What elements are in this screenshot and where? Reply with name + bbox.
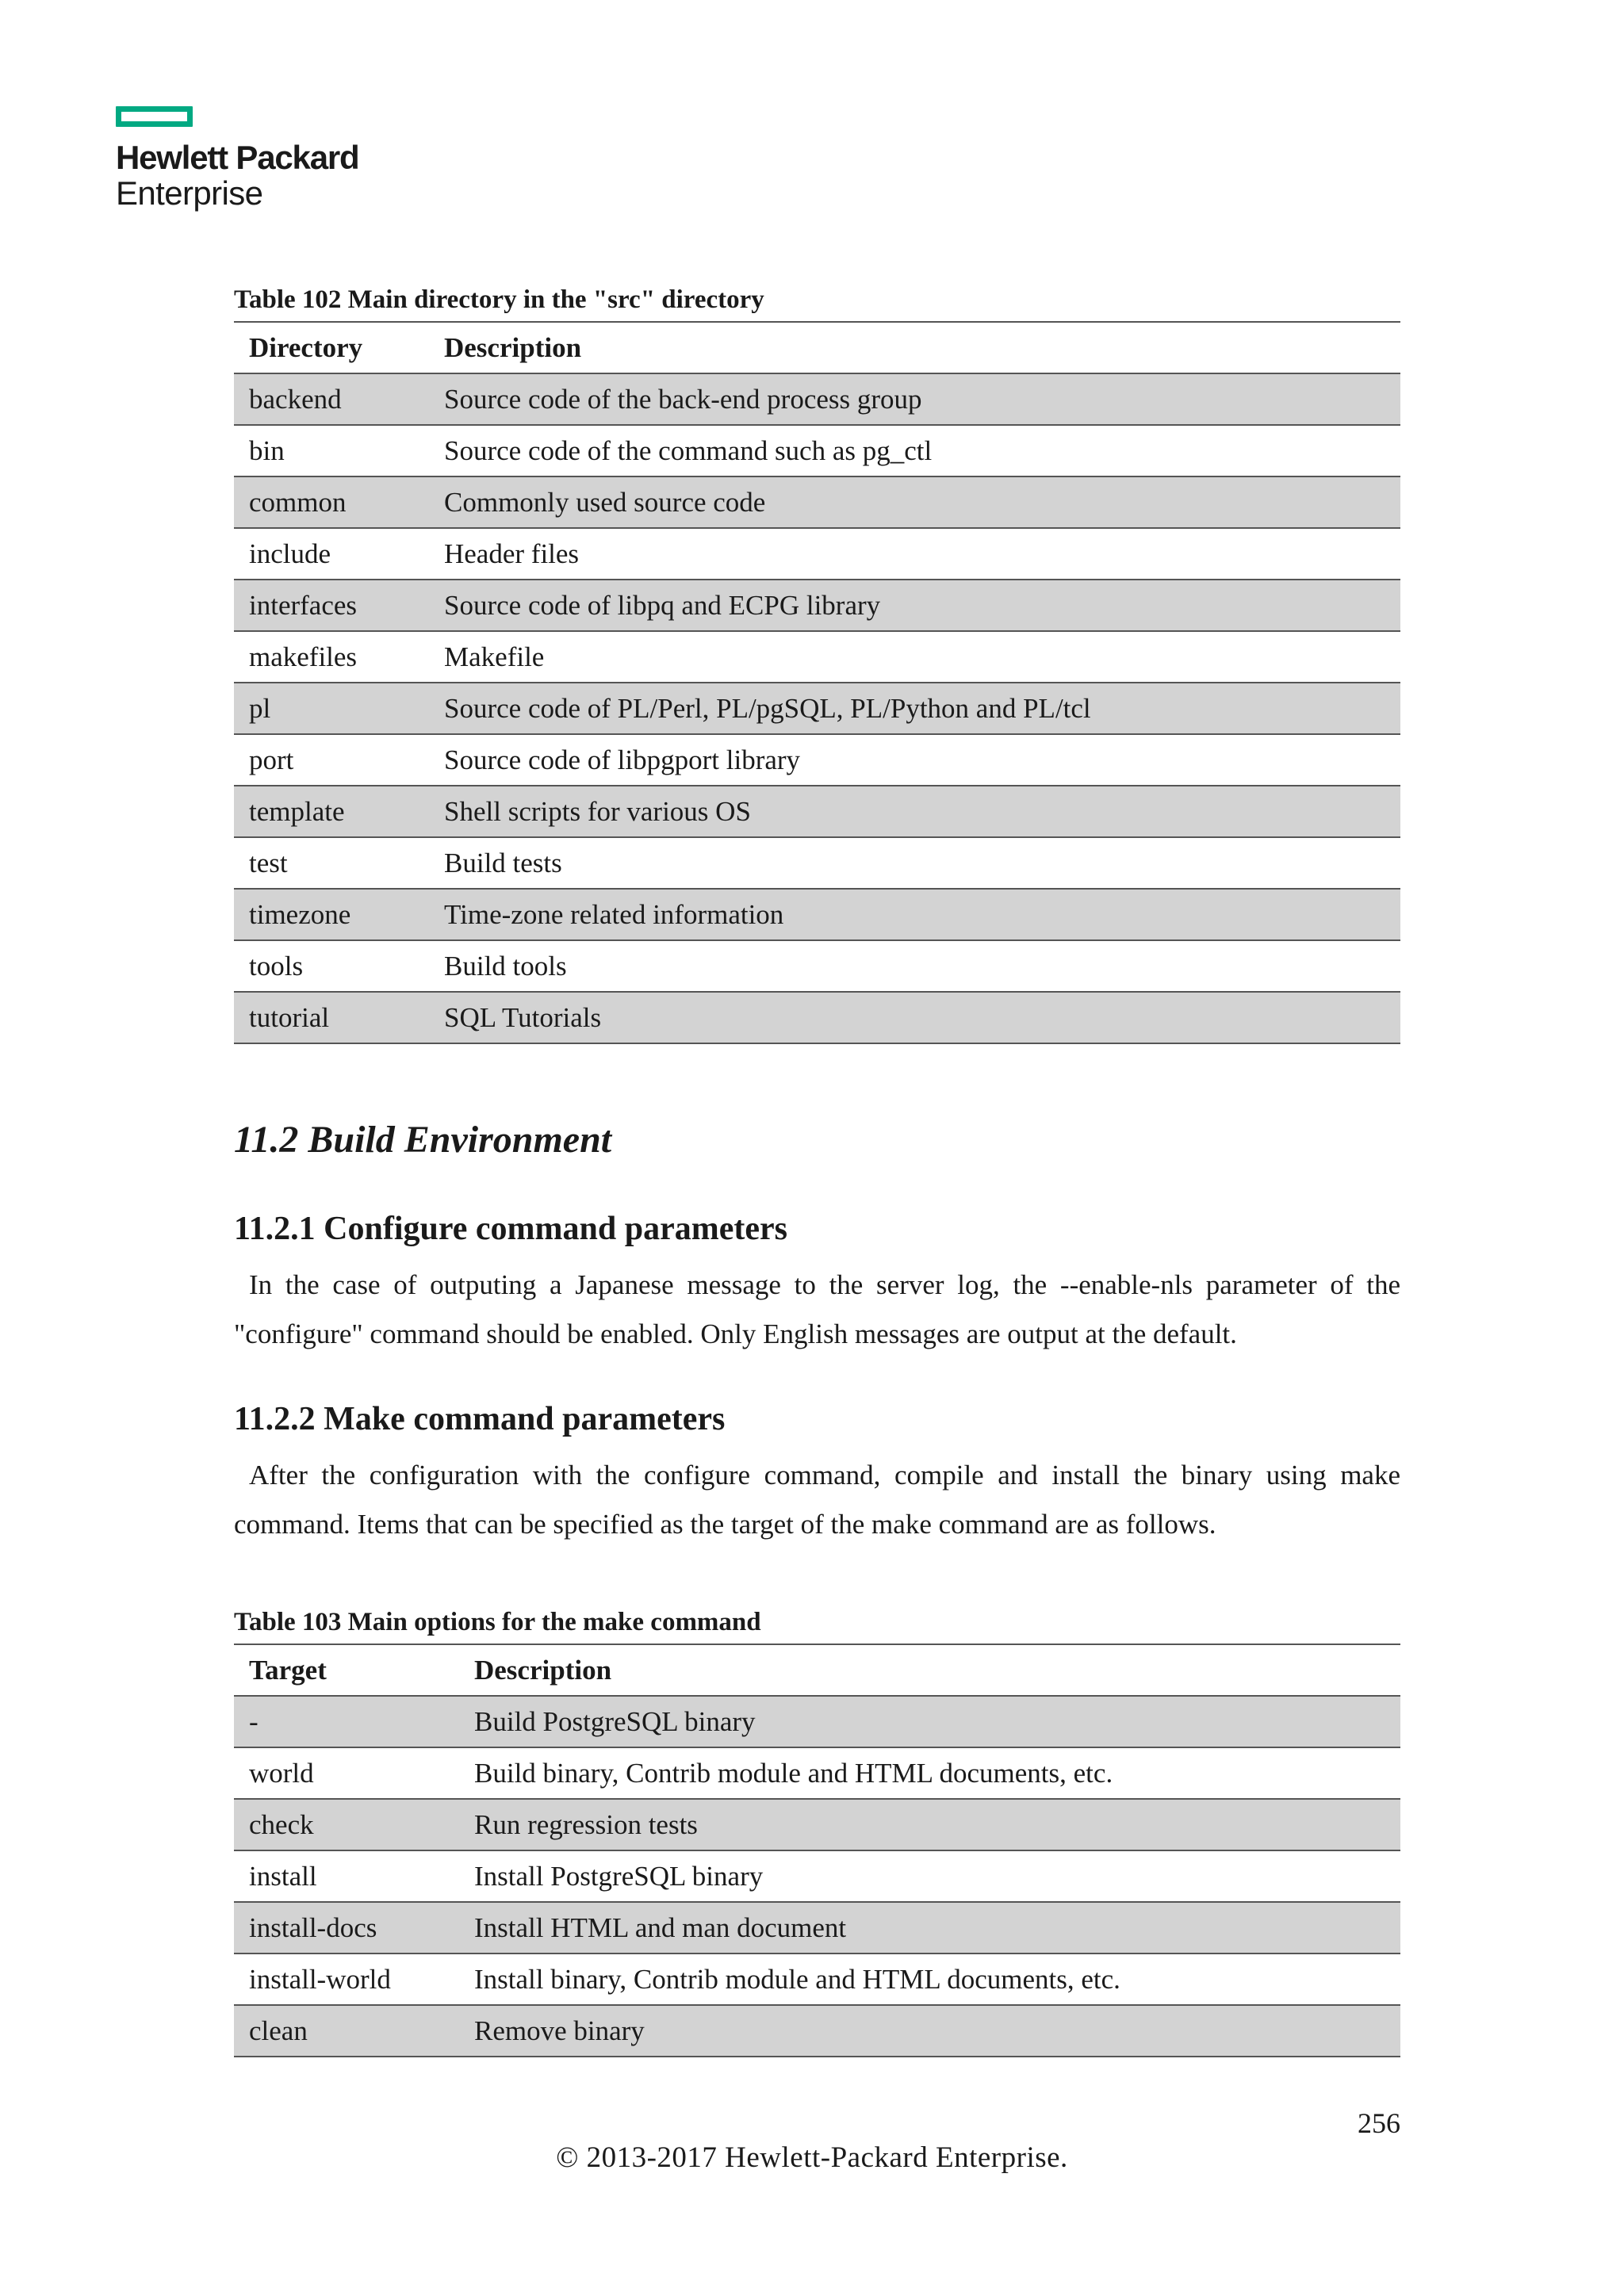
cell-name: tutorial	[234, 992, 429, 1043]
cell-name: install	[234, 1850, 459, 1902]
copyright-notice: © 2013-2017 Hewlett-Packard Enterprise.	[556, 2141, 1068, 2174]
table-row	[234, 528, 1400, 580]
table-row	[234, 1799, 1400, 1850]
header-directory: Directory	[234, 322, 429, 373]
cell-description: Makefile	[429, 631, 1400, 683]
table-row	[234, 1696, 1400, 1747]
table-row	[234, 373, 1400, 425]
logo-text-line1: Hewlett Packard	[116, 139, 359, 176]
header-description: Description	[429, 322, 1400, 373]
subsection-2-title: 11.2.2 Make command parameters	[234, 1401, 726, 1437]
table-row	[234, 837, 1400, 889]
cell-description: Install HTML and man document	[459, 1902, 1400, 1954]
cell-name: clean	[234, 2005, 459, 2057]
cell-description: Source code of the command such as pg_ctl	[429, 425, 1400, 476]
section-title: 11.2 Build Environment	[234, 1119, 612, 1161]
cell-description: Build PostgreSQL binary	[459, 1696, 1400, 1747]
cell-description: Header files	[429, 528, 1400, 580]
table-row	[234, 425, 1400, 476]
table-row	[234, 631, 1400, 683]
cell-name: -	[234, 1696, 459, 1747]
table-103-caption: Table 103 Main options for the make command	[234, 1608, 761, 1636]
table-row	[234, 580, 1400, 631]
cell-name: world	[234, 1747, 459, 1799]
page-number: 256	[1358, 2107, 1400, 2139]
cell-name: install-world	[234, 1954, 459, 2005]
hpe-logo	[116, 106, 358, 211]
cell-name: timezone	[234, 889, 429, 940]
cell-description: Build tools	[429, 940, 1400, 992]
cell-name: install-docs	[234, 1902, 459, 1954]
table-row	[234, 476, 1400, 528]
cell-name: interfaces	[234, 580, 429, 631]
cell-description: Install binary, Contrib module and HTML documents, etc.	[459, 1954, 1400, 2005]
cell-description: Install PostgreSQL binary	[459, 1850, 1400, 1902]
table-102	[234, 321, 1400, 1044]
cell-description: Time-zone related information	[429, 889, 1400, 940]
cell-description: SQL Tutorials	[429, 992, 1400, 1043]
table-row	[234, 1850, 1400, 1902]
cell-name: backend	[234, 373, 429, 425]
table-row	[234, 2005, 1400, 2057]
subsection-1-title: 11.2.1 Configure command parameters	[234, 1211, 787, 1247]
cell-name: check	[234, 1799, 459, 1850]
table-102-caption: Table 102 Main directory in the "src" directory	[234, 285, 764, 314]
cell-name: include	[234, 528, 429, 580]
header-description: Description	[459, 1644, 1400, 1696]
cell-name: template	[234, 786, 429, 837]
subsection-2-body: After the configuration with the configure command, compile and install the binary using make command. Items that can be specified as the target of the make command are as follows.	[234, 1460, 1400, 1540]
cell-description: Shell scripts for various OS	[429, 786, 1400, 837]
cell-name: bin	[234, 425, 429, 476]
cell-description: Source code of libpgport library	[429, 734, 1400, 786]
table-header-row	[234, 1644, 1400, 1696]
cell-description: Source code of libpq and ECPG library	[429, 580, 1400, 631]
table-row	[234, 1954, 1400, 2005]
cell-name: test	[234, 837, 429, 889]
table-row	[234, 940, 1400, 992]
cell-description: Build tests	[429, 837, 1400, 889]
logo-text-line2: Enterprise	[116, 174, 263, 212]
cell-name: makefiles	[234, 631, 429, 683]
subsection-1-body: In the case of outputing a Japanese message to the server log, the --enable-nls parameter of the "configure" command should be enabled. Only English messages are output at the default.	[234, 1269, 1400, 1349]
table-row	[234, 889, 1400, 940]
table-row	[234, 683, 1400, 734]
cell-name: pl	[234, 683, 429, 734]
cell-name: port	[234, 734, 429, 786]
cell-name: common	[234, 476, 429, 528]
header-target: Target	[234, 1644, 459, 1696]
cell-description: Remove binary	[459, 2005, 1400, 2057]
table-row	[234, 992, 1400, 1043]
cell-description: Commonly used source code	[429, 476, 1400, 528]
table-header-row	[234, 322, 1400, 373]
table-row	[234, 734, 1400, 786]
cell-description: Run regression tests	[459, 1799, 1400, 1850]
cell-description: Source code of PL/Perl, PL/pgSQL, PL/Python and PL/tcl	[429, 683, 1400, 734]
cell-name: tools	[234, 940, 429, 992]
cell-description: Source code of the back-end process group	[429, 373, 1400, 425]
table-103	[234, 1644, 1400, 2057]
table-row	[234, 786, 1400, 837]
cell-description: Build binary, Contrib module and HTML documents, etc.	[459, 1747, 1400, 1799]
table-row	[234, 1747, 1400, 1799]
hpe-logo-mark	[116, 106, 193, 127]
table-row	[234, 1902, 1400, 1954]
